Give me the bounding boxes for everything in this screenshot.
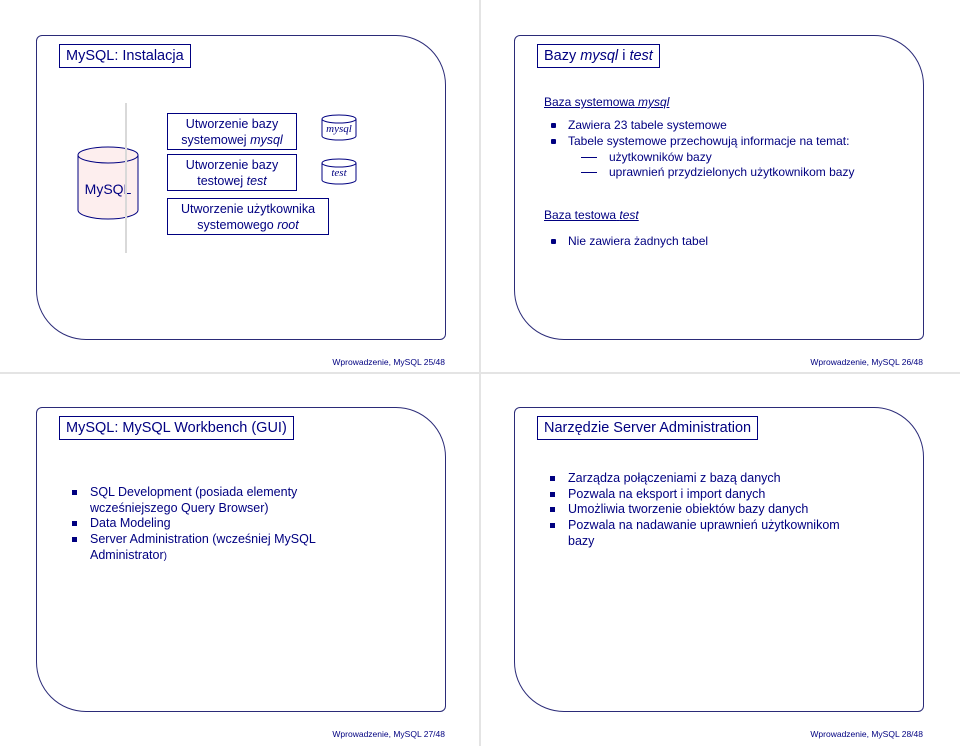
bullet-item: Server Administration (wcześniej MySQL Administrator) xyxy=(90,531,316,565)
bullet-item: Pozwala na eksport i import danych xyxy=(568,486,765,502)
bullet-item: SQL Development (posiada elementy wcześniejszego Query Browser) xyxy=(90,484,297,516)
slide-footer: Wprowadzenie, MySQL 25/48 xyxy=(332,357,445,367)
slide-footer: Wprowadzenie, MySQL 28/48 xyxy=(810,729,923,739)
slide-25 xyxy=(36,35,446,367)
create-system-db-box: Utworzenie bazy systemowej mysql xyxy=(167,113,297,150)
sub-item: uprawnień przydzielonych użytkownikom bazy xyxy=(581,165,854,179)
slide-title: MySQL: Instalacja xyxy=(59,44,191,68)
bullet-item: Data Modeling xyxy=(90,515,171,531)
slide-26 xyxy=(514,35,924,367)
mysql-db-label: mysql xyxy=(326,123,352,135)
bullet-item: Zawiera 23 tabele systemowe xyxy=(551,118,727,132)
mysql-label: MySQL xyxy=(84,181,132,197)
slide-title: Narzędzie Server Administration xyxy=(537,416,758,440)
slide-footer: Wprowadzenie, MySQL 26/48 xyxy=(810,357,923,367)
create-root-user-box: Utworzenie użytkownika systemowego root xyxy=(167,198,329,235)
slide-title: Bazy mysql i test xyxy=(537,44,660,68)
slide-footer: Wprowadzenie, MySQL 27/48 xyxy=(332,729,445,739)
create-test-db-box: Utworzenie bazy testowej test xyxy=(167,154,297,191)
system-db-heading: Baza systemowa mysql xyxy=(544,95,670,109)
test-db-heading: Baza testowa test xyxy=(544,208,639,222)
slide-28 xyxy=(514,407,924,739)
bullet-item: Pozwala na nadawanie uprawnień użytkownikom bazy xyxy=(568,517,840,549)
bullet-item: Tabele systemowe przechowują informacje na temat: xyxy=(551,134,849,148)
bullet-item: Nie zawiera żadnych tabel xyxy=(551,234,708,248)
page-divider-horizontal xyxy=(0,372,960,374)
slide-title: MySQL: MySQL Workbench (GUI) xyxy=(59,416,294,440)
test-db-label: test xyxy=(331,167,347,179)
sub-item: użytkowników bazy xyxy=(581,150,712,164)
bullet-item: Zarządza połączeniami z bazą danych xyxy=(568,470,781,486)
slide-27 xyxy=(36,407,446,739)
bullet-item: Umożliwia tworzenie obiektów bazy danych xyxy=(568,501,808,517)
bracket xyxy=(125,103,137,253)
